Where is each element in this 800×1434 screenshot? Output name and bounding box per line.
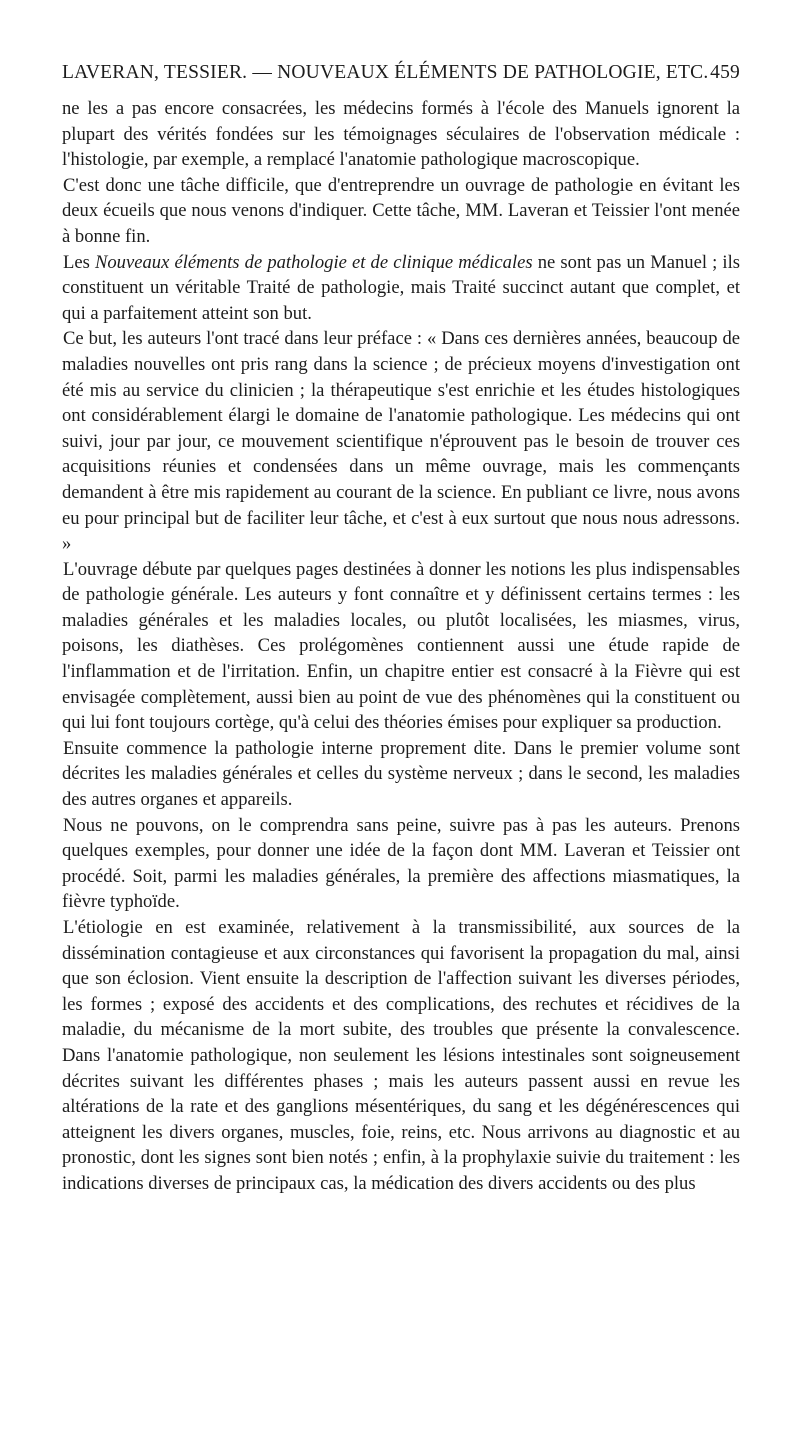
- paragraph-2: C'est donc une tâche difficile, que d'entreprendre un ouvrage de pathologie en évitant les deux écueils que nous venons d'indiquer. Cette tâche, MM. Laveran et Teissier l'ont menée à bonne fin.: [62, 174, 740, 247]
- paragraph-3: [62, 250, 740, 327]
- paragraph-8: L'étiologie en est examinée, relativement à la transmissibilité, aux sources de la dissémination contagieuse et aux circonstances qui favorisent la propagation du mal, ainsi que son éclosion. Vient ensuite la description de l'affection suivant les diverses périodes, les formes ; exposé des accidents et des complications, des rechutes et récidives de la maladie, du mécanisme de la mort subite, des troubles que présente la convalescence. Dans l'anatomie pathologique, non seulement les lésions intestinales sont soigneusement décrites suivant les différentes phases ; mais les auteurs passent aussi en revue les altérations de la rate et des ganglions mésentériques, du sang et les dégénérescences qui atteignent les divers organes, muscles, foie, reins, etc. Nous arrivons au diagnostic et au pronostic, dont les signes sont bien notés ; enfin, à la prophylaxie suivie du traitement : les indications diverses de principaux cas, la médication des divers accidents ou des plus: [62, 917, 740, 1194]
- running-title: LAVERAN, TESSIER. — NOUVEAUX ÉLÉMENTS DE PATHOLOGIE, ETC.: [62, 62, 709, 83]
- paragraph-3-rest: ne sont pas un Manuel ; ils constituent un véritable Traité de pathologie, mais Traité succinct autant que complet, et qui a parfaitement atteint son but.: [62, 251, 740, 324]
- page-number: 459: [710, 62, 740, 83]
- paragraph-5: L'ouvrage débute par quelques pages destinées à donner les notions les plus indispensables de pathologie générale. Les auteurs y font connaître et y définissent certains termes : les maladies générales et les maladies locales, ou plutôt localisées, les miasmes, virus, poisons, les diathèses. Ces prolégomènes contiennent aussi une étude rapide de l'inflammation et de l'irritation. Enfin, un chapitre entier est consacré à la Fièvre qui est envisagée complètement, aussi bien au point de vue des phénomènes qui la constituent ou qui lui font toujours cortège, qu'à celui des théories émises pour expliquer sa production.: [62, 558, 740, 734]
- paragraph-3-lead: Les: [63, 251, 95, 273]
- paragraph-1: ne les a pas encore consacrées, les médecins formés à l'école des Manuels ignorent la plupart des vérités fondées sur les témoignages séculaires de l'observation médicale : l'histologie, par exemple, a remplacé l'anatomie pathologique macroscopique.: [62, 98, 740, 171]
- running-head: [62, 60, 740, 86]
- paragraph-7: Nous ne pouvons, on le comprendra sans peine, suivre pas à pas les auteurs. Prenons quelques exemples, pour donner une idée de la façon dont MM. Laveran et Teissier ont procédé. Soit, parmi les maladies générales, la première des affections miasmatiques, la fièvre typhoïde.: [62, 814, 740, 913]
- body-text: [62, 96, 740, 1197]
- paragraph-4: Ce but, les auteurs l'ont tracé dans leur préface : « Dans ces dernières années, beaucoup de maladies nouvelles ont pris rang dans la science ; de précieux moyens d'investigation ont été mis au service du clinicien ; la thérapeutique s'est enrichie et les études histologiques ont considérablement élargi le domaine de l'anatomie pathologique. Les médecins qui ont suivi, jour par jour, ce mouvement scientifique n'éprouvent pas le besoin de trouver ces acquisitions réunies et condensées dans un même ouvrage, mais les commençants demandent à être mis rapidement au courant de la science. En publiant ce livre, nous avons eu pour principal but de faciliter leur tâche, et c'est à eux surtout que nous nous adressons. »: [62, 328, 740, 555]
- book-title: Nouveaux éléments de pathologie et de clinique médicales: [94, 251, 533, 273]
- paragraph-6: Ensuite commence la pathologie interne proprement dite. Dans le premier volume sont décrites les maladies générales et celles du système nerveux ; dans le second, les maladies des autres organes et appareils.: [62, 737, 740, 811]
